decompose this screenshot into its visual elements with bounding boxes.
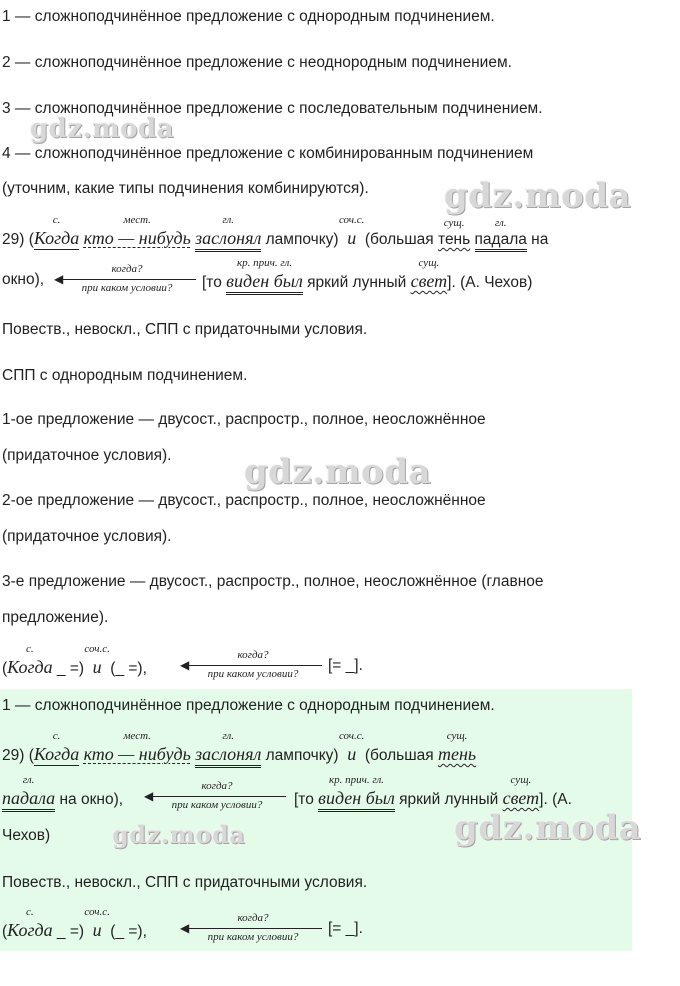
s2-sentence-line-1: 29) ( с. Когда мест. кто — нибудь гл. заслонял лампочку) соч.с. и (большая сущ. тень (2, 744, 476, 768)
s2-word-padala: гл. падала (2, 788, 55, 812)
s2-word-kto-nibud: мест. кто — нибудь (83, 730, 191, 764)
s2-scheme-kogda: с. Когда (7, 906, 53, 940)
arrow-left-icon: ◀ (180, 658, 190, 672)
analysis-line-5: 2-ое предложение — двусост., распростр., полное, неосложнённое (2, 492, 486, 509)
s2-word-svet: сущ. свет (502, 774, 540, 808)
s2-sentence-line-2-main: [то кр. прич. гл. виден был яркий лунный сущ. свет]. (А. (294, 788, 572, 812)
analysis-line-2: СПП с однородным подчинением. (2, 367, 248, 384)
arrow-left-icon: ◀ (144, 789, 154, 803)
word-padala: гл. падала (475, 231, 527, 252)
sentence-line-2-main: [то кр. прич. гл. виден был яркий лунный сущ. свет]. (А. Чехов) (202, 271, 532, 295)
legend-line-1: 1 — сложноподчинённое предложение с однородным подчинением. (2, 8, 495, 25)
word-kogda: с. Когда (33, 214, 80, 248)
s2-scheme-i: соч.с. и (84, 906, 110, 940)
scheme-1: ( с. Когда _ =) соч.с. и (_ =), (2, 643, 147, 677)
word-kto-nibud: мест. кто — нибудь (83, 214, 191, 248)
watermark: gdz.moda (244, 452, 432, 492)
s2-word-i: соч.с. и (338, 730, 365, 764)
s2-author: Чехов) (2, 827, 51, 844)
watermark: gdz.moda (444, 176, 632, 216)
legend-line-4: 4 — сложноподчинённое предложение с комбинированным подчинением (2, 145, 534, 162)
s2-sentence-line-2: гл. падала на окно), (2, 788, 123, 812)
word-svet: сущ. свет (410, 257, 448, 291)
word-ten: сущ. тень (438, 217, 471, 248)
watermark: gdz.moda (454, 808, 642, 848)
word-i: соч.с. и (338, 214, 365, 248)
s2-word-viden-byl: кр. прич. гл. виден был (318, 788, 395, 812)
analysis-line-3: 1-ое предложение — двусост., распростр., полное, неосложнённое (2, 411, 486, 428)
analysis-line-1: Повеств., невоскл., СПП с придаточными условия. (2, 321, 368, 338)
s2-word-zaslonyal: гл. заслонял (195, 744, 261, 768)
scheme-end: [= _]. (328, 657, 363, 674)
scheme-kogda: с. Когда (7, 643, 53, 677)
legend-line-5: (уточним, какие типы подчинения комбинируются). (2, 180, 369, 197)
s2-scheme-end: [= _]. (328, 920, 363, 937)
analysis-line-4: (придаточное условия). (2, 447, 172, 464)
legend-line-2: 2 — сложноподчинённое предложение с неоднородным подчинением. (2, 54, 512, 71)
sentence-line-2: окно), (2, 271, 45, 288)
watermark: gdz.moda (112, 820, 246, 849)
scheme-i: соч.с. и (84, 643, 110, 677)
s2-analysis: Повеств., невоскл., СПП с придаточными условия. (2, 874, 368, 891)
word-zaslonyal: гл. заслонял (195, 228, 261, 252)
watermark: gdz.moda (30, 114, 175, 144)
analysis-line-8: предложение). (2, 609, 109, 626)
s2-line-1: 1 — сложноподчинённое предложение с однородным подчинением. (2, 697, 495, 714)
s2-word-ten: сущ. тень (438, 730, 477, 764)
arrow-left-icon: ◀ (54, 272, 64, 286)
analysis-line-7: 3-е предложение — двусост., распростр., полное, неосложнённое (главное (2, 573, 544, 590)
s2-word-kogda: с. Когда (33, 730, 80, 764)
word-viden-byl: кр. прич. гл. виден был (226, 271, 303, 295)
arrow-left-icon: ◀ (180, 921, 190, 935)
s2-scheme: ( с. Когда _ =) соч.с. и (_ =), (2, 906, 147, 940)
analysis-line-6: (придаточное условия). (2, 528, 172, 545)
sentence-line-1: 29) ( с. Когда мест. кто — нибудь гл. заслонял лампочку) соч.с. и (большая сущ. тень гл. падала на (2, 228, 548, 252)
legend-line-3: 3 — сложноподчинённое предложение с последовательным подчинением. (2, 100, 543, 117)
